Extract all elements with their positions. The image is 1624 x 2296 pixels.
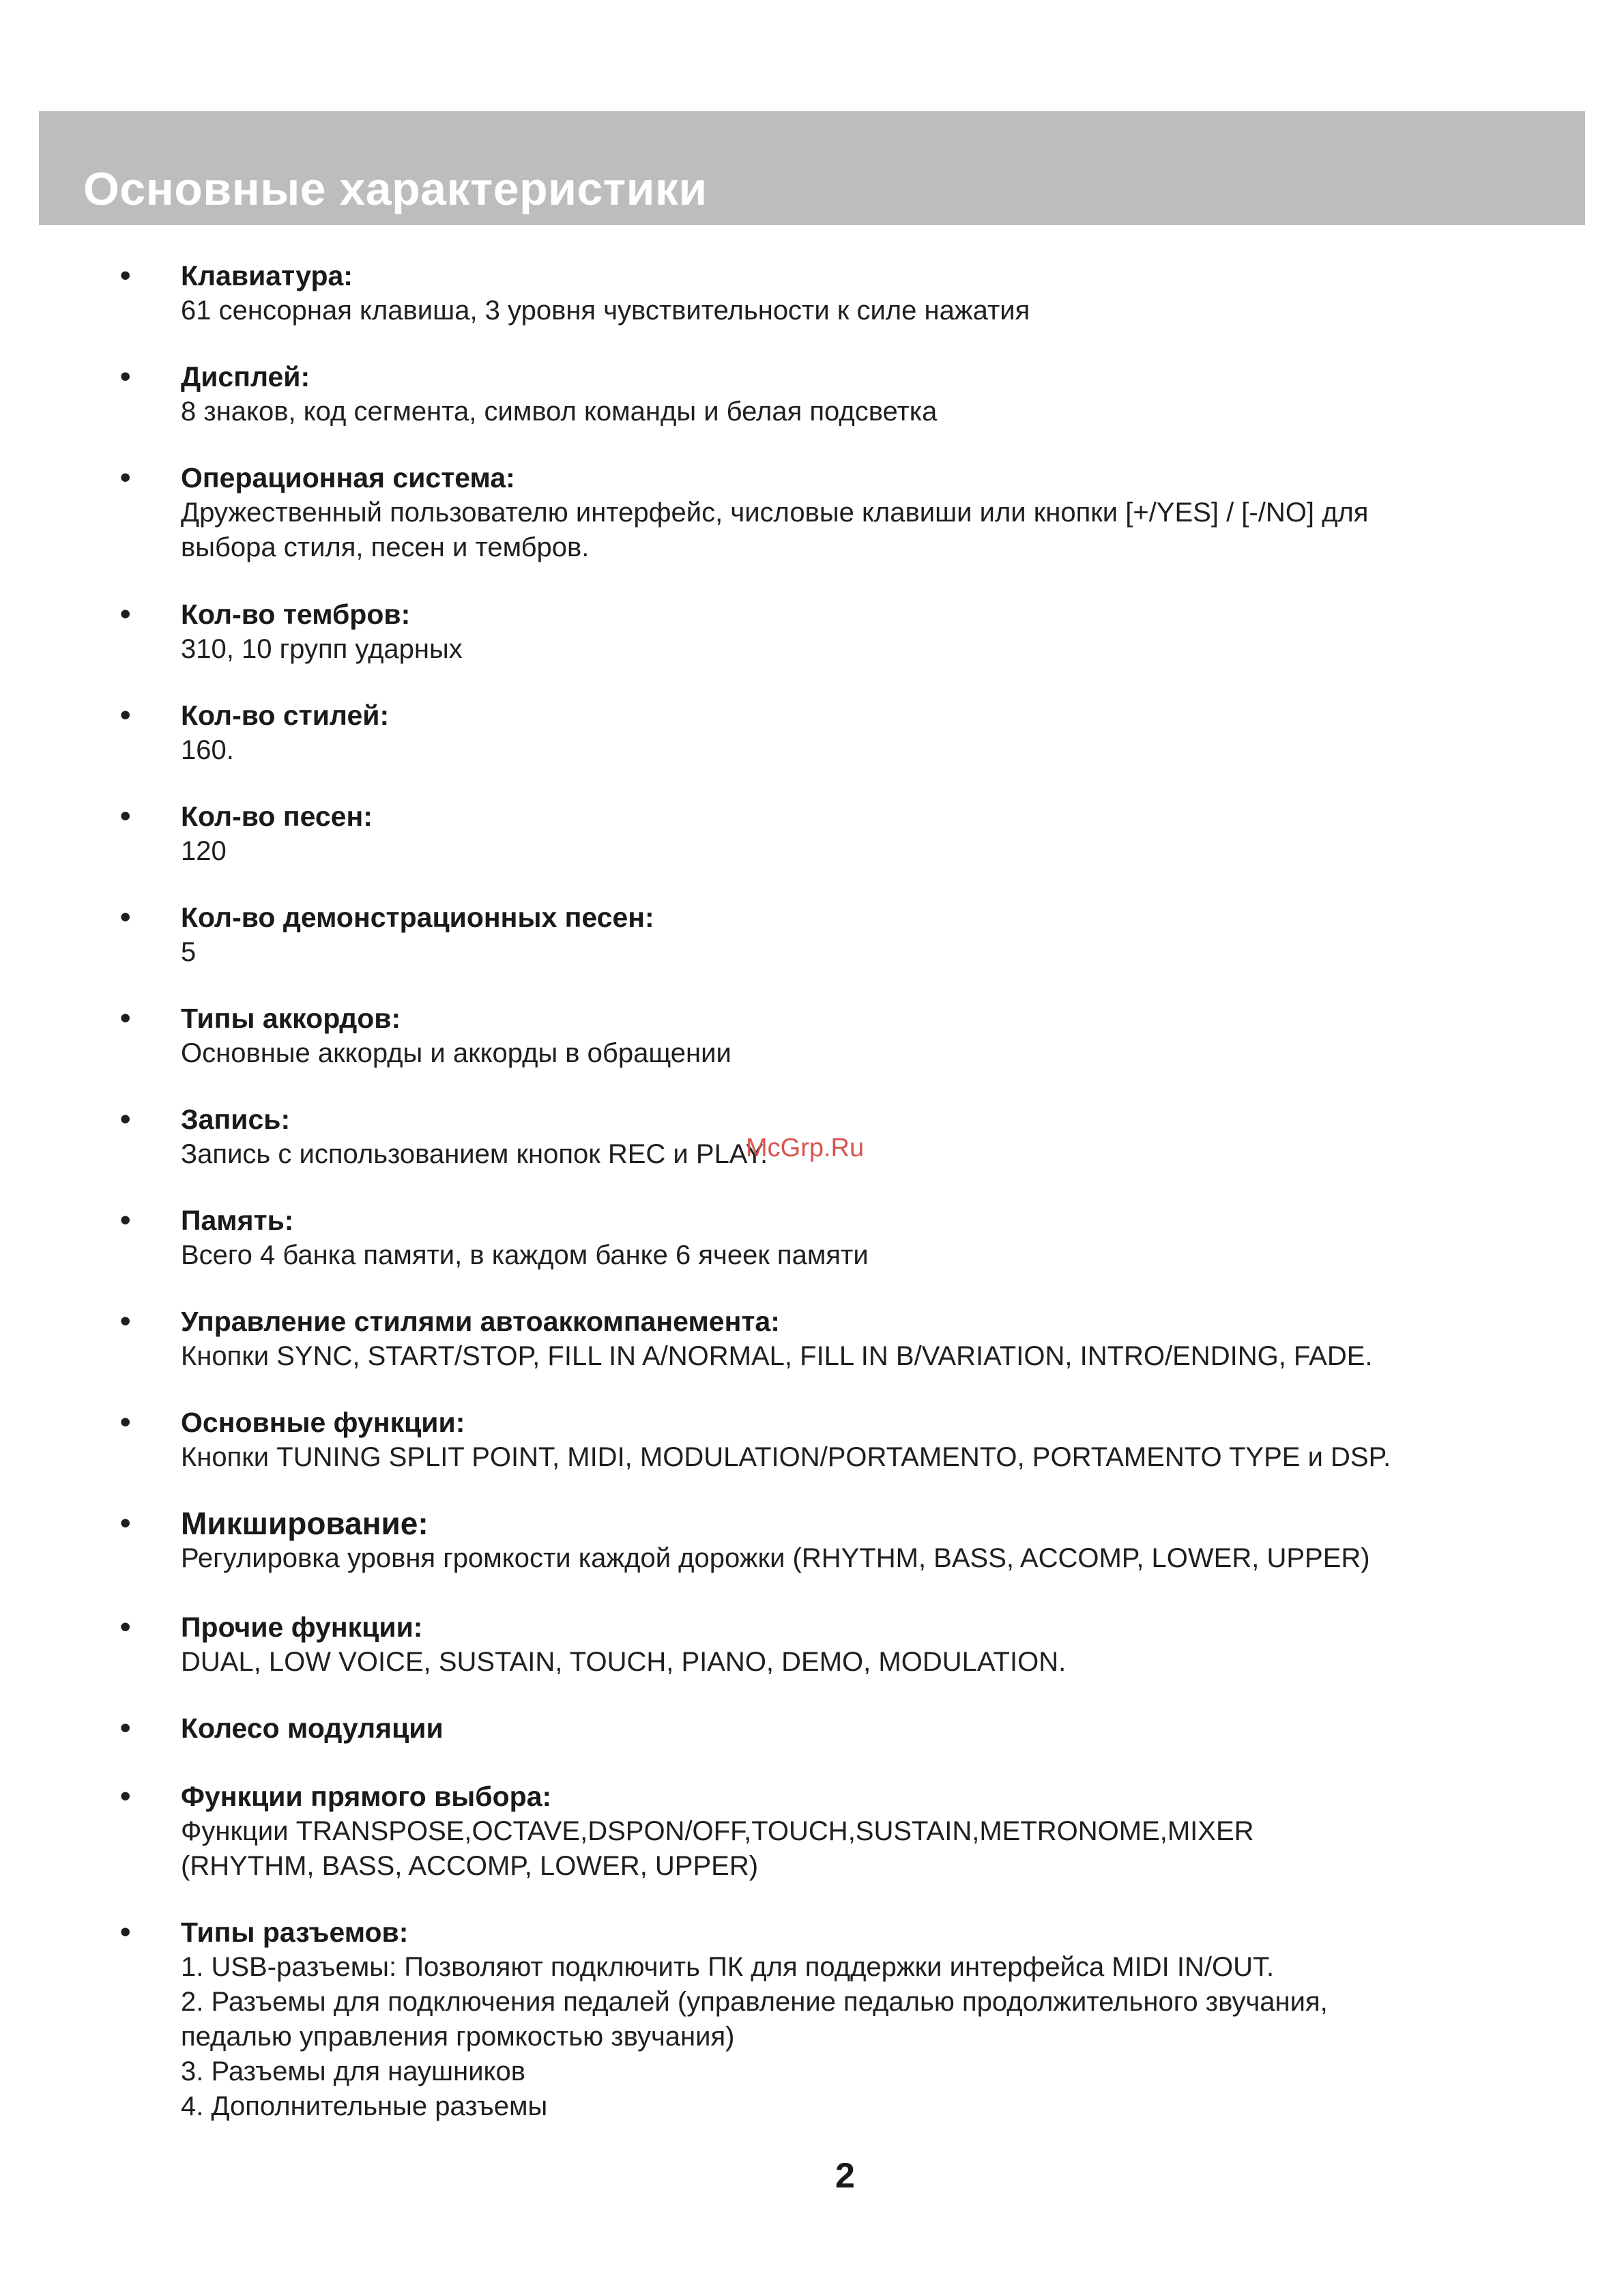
spec-line: DUAL, LOW VOICE, SUSTAIN, TOUCH, PIANO, DEMO, MODULATION. xyxy=(181,1647,1067,1677)
spec-title: Типы разъемов: xyxy=(181,1917,409,1948)
bullet-icon: • xyxy=(120,799,131,833)
spec-line: Кнопки TUNING SPLIT POINT, MIDI, MODULATION/PORTAMENTO, PORTAMENTO TYPE и DSP. xyxy=(181,1442,1391,1472)
spec-line: 3. Разъемы для наушников xyxy=(181,2056,525,2086)
spec-title: Микширование: xyxy=(181,1506,429,1541)
spec-description xyxy=(181,394,937,429)
spec-description xyxy=(181,1339,1373,1374)
spec-line: 310, 10 групп ударных xyxy=(181,634,463,664)
spec-line: Кнопки SYNC, START/STOP, FILL IN A/NORMAL, FILL IN B/VARIATION, INTRO/ENDING, FADE. xyxy=(181,1341,1373,1371)
bullet-icon: • xyxy=(120,698,131,732)
spec-title: Типы аккордов: xyxy=(181,1003,401,1034)
bullet-icon: • xyxy=(120,900,131,934)
spec-title: Прочие функции: xyxy=(181,1611,423,1643)
spec-line: 4. Дополнительные разъемы xyxy=(181,2091,548,2121)
spec-description xyxy=(181,1137,768,1172)
spec-description xyxy=(181,1440,1391,1475)
bullet-icon: • xyxy=(120,1102,131,1136)
spec-line: 160. xyxy=(181,735,234,765)
spec-description xyxy=(181,632,463,667)
spec-line: 120 xyxy=(181,836,227,866)
bullet-icon: • xyxy=(120,1711,131,1745)
bullet-icon: • xyxy=(120,1304,131,1338)
spec-line: 8 знаков, код сегмента, символ команды и белая подсветка xyxy=(181,397,938,427)
spec-line: 5 xyxy=(181,937,197,967)
spec-line: Регулировка уровня громкости каждой дорожки (RHYTHM, BASS, ACCOMP, LOWER, UPPER) xyxy=(181,1543,1370,1573)
spec-title: Основные функции: xyxy=(181,1407,465,1438)
spec-title: Кол-во тембров: xyxy=(181,599,411,630)
spec-title: Колесо модуляции xyxy=(181,1712,444,1744)
watermark: McGrp.Ru xyxy=(746,1134,865,1162)
spec-description xyxy=(181,733,234,768)
spec-description xyxy=(181,1238,869,1273)
spec-description xyxy=(181,1814,1254,1884)
spec-line: Запись с использованием кнопок REC и PLAY. xyxy=(181,1139,768,1169)
spec-description xyxy=(181,935,196,970)
spec-description xyxy=(181,1541,1370,1576)
page-number: 2 xyxy=(835,2156,855,2196)
spec-title: Запись: xyxy=(181,1104,291,1135)
bullet-icon: • xyxy=(120,1506,131,1540)
bullet-icon: • xyxy=(120,1610,131,1644)
page-title: Основные характеристики xyxy=(83,163,708,215)
bullet-icon: • xyxy=(120,1405,131,1439)
spec-title: Функции прямого выбора: xyxy=(181,1781,552,1812)
spec-line: Всего 4 банка памяти, в каждом банке 6 ячеек памяти xyxy=(181,1240,869,1270)
spec-description xyxy=(181,1036,731,1071)
bullet-icon: • xyxy=(120,1001,131,1035)
spec-title: Память: xyxy=(181,1205,294,1236)
bullet-icon: • xyxy=(120,1779,131,1813)
spec-line: 1. USB-разъемы: Позволяют подключить ПК для поддержки интерфейса MIDI IN/OUT. xyxy=(181,1952,1275,1982)
bullet-icon: • xyxy=(120,259,131,292)
spec-title: Дисплей: xyxy=(181,361,310,392)
spec-line: 61 сенсорная клавиша, 3 уровня чувствительности к силе нажатия xyxy=(181,296,1030,326)
spec-title: Операционная система: xyxy=(181,462,515,493)
spec-line: Дружественный пользователю интерфейс, числовые клавиши или кнопки [+/YES] / [-/NO] для xyxy=(181,498,1369,528)
spec-description xyxy=(181,293,1030,328)
spec-title: Управление стилями автоаккомпанемента: xyxy=(181,1306,780,1337)
spec-title: Клавиатура: xyxy=(181,260,353,291)
spec-description xyxy=(181,496,1368,565)
bullet-icon: • xyxy=(120,360,131,393)
spec-line: выбора стиля, песен и тембров. xyxy=(181,532,590,562)
spec-title: Кол-во демонстрационных песен: xyxy=(181,902,654,933)
spec-description xyxy=(181,834,227,869)
spec-title: Кол-во песен: xyxy=(181,801,373,832)
bullet-icon: • xyxy=(120,597,131,631)
bullet-icon: • xyxy=(120,1203,131,1237)
spec-line: Функции TRANSPOSE,OCTAVE,DSPON/OFF,TOUCH,SUSTAIN,METRONOME,MIXER xyxy=(181,1816,1254,1846)
spec-description xyxy=(181,1950,1328,2124)
spec-title: Кол-во стилей: xyxy=(181,700,390,731)
bullet-icon: • xyxy=(120,461,131,494)
spec-line: педалью управления громкостью звучания) xyxy=(181,2022,735,2052)
spec-line: 2. Разъемы для подключения педалей (управление педалью продолжительного звучания, xyxy=(181,1987,1328,2017)
spec-line: (RHYTHM, BASS, ACCOMP, LOWER, UPPER) xyxy=(181,1851,759,1881)
spec-line: Основные аккорды и аккорды в обращении xyxy=(181,1038,731,1068)
bullet-icon: • xyxy=(120,1915,131,1949)
spec-description xyxy=(181,1645,1066,1680)
